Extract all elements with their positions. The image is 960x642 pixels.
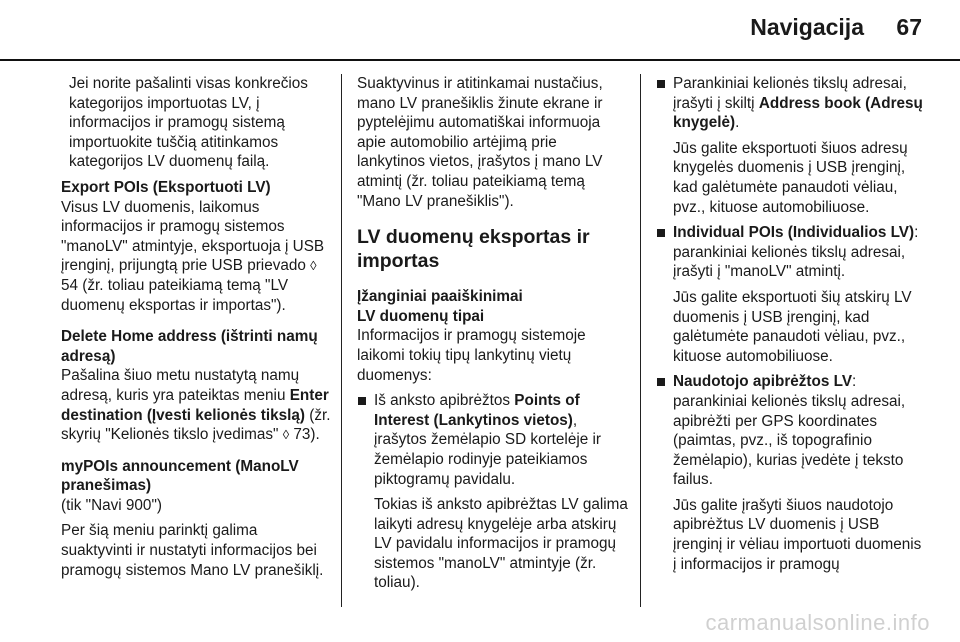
delete-home-text: Pašalina šiuo metu nustatytą namų adresą, kuris yra pateiktas meniu Enter destination (Įvesti kelionės tikslą) (žr. skyrių "Kelionės tikslo įvedimas" ◊ 73). <box>61 367 331 444</box>
list-item-note: Tokias iš anksto apibrėžtas LV galima laikyti adresų knygelėje arba atskirų LV pavidalu informacijos ir pramogų sistemos "manoLV" atmintyje (žr. toliau). <box>374 496 628 592</box>
poi-types-heading: LV duomenų tipai <box>357 307 485 325</box>
watermark: carmanualsonline.info <box>705 610 930 635</box>
section-title: Navigacija <box>750 14 864 40</box>
list-item-note: Jūs galite eksportuoti šiuos adresų knygelės duomenis į USB įrenginį, kad galėtumėte panaudoti vėliau, pvz., kituose automobiliuose. <box>673 139 908 216</box>
mypois-note: (tik "Navi 900") <box>61 496 162 514</box>
column-1 <box>61 74 333 586</box>
export-pois-heading: Export POIs (Eksportuoti LV) <box>61 178 271 196</box>
bullet-icon <box>657 229 665 237</box>
bullet-icon <box>657 80 665 88</box>
page-number: 67 <box>896 14 922 40</box>
list-item: Naudotojo apibrėžtos LV: parankiniai kelionės tikslų adresai, apibrėžti per GPS koordinates (paimtas, pvz., iš topografinio žemėlapio), kurias įvedėte į teksto failus. <box>656 372 926 490</box>
list-item-note: Jūs galite įrašyti šiuos naudotojo apibrėžtus LV duomenis į USB įrenginį ir vėliau importuoti duomenis į informacijos ir pramogų <box>673 496 922 573</box>
column-divider <box>640 74 641 607</box>
mypois-heading: myPOIs announcement (ManoLV pranešimas) <box>61 457 299 495</box>
subsection-heading: Įžanginiai paaiškinimai <box>357 288 523 306</box>
list-item: Individual POIs (Individualios LV): parankiniai kelionės tikslų adresai, įrašyti į "manoLV" atmintį. <box>656 223 926 282</box>
bullet-icon <box>657 378 665 386</box>
export-pois-text: Visus LV duomenis, laikomus informacijos ir pramogų sistemos "manoLV" atmintyje, eksportuoja į USB įrenginį, prijungtą prie USB prievado ◊ 54 (žr. toliau pateikiamą temą "LV duomenų eksportas ir importas"). <box>61 198 325 314</box>
page-reference-icon: ◊ <box>282 427 290 443</box>
poi-types-text: Informacijos ir pramogų sistemoje laikomi tokių tipų lankytinų vietų duomenys: <box>357 327 586 384</box>
intro-paragraph: Suaktyvinus ir atitinkamai nustačius, mano LV pranešiklis žinute ekrane ir pyptelėjimu automatiškai informuoja apie automobilio artėjimą prie lankytinos vietos, įrašytos į mano LV atmintį (žr. toliau pateikiamą temą "Mano LV pranešiklis"). <box>357 75 603 210</box>
page-reference-icon: ◊ <box>310 258 317 274</box>
list-item-note: Jūs galite eksportuoti šių atskirų LV duomenis į USB įrenginį, kad galėtumėte panaudoti vėliau, pvz., kituose automobiliuose. <box>673 288 912 365</box>
intro-paragraph: Jei norite pašalinti visas konkrečios kategorijos importuotas LV, į informacijos ir pramogų sistemą importuokite tuščią atitinkamos kategorijos LV duomenų failą. <box>69 75 308 171</box>
delete-home-heading: Delete Home address (ištrinti namų adresą) <box>61 328 318 365</box>
mypois-text: Per šią meniu parinktį galima suaktyvinti ir nustatyti informacijos bei pramogų sistemos Mano LV pranešiklį. <box>61 522 324 579</box>
column-3 <box>656 74 926 580</box>
column-divider <box>341 74 342 607</box>
list-item: Iš anksto apibrėžtos Points of Interest (Lankytinos vietos), įrašytos žemėlapio SD kortelėje ir žemėlapio rodinyje pateikiamos piktogramų pavidalu. <box>357 391 629 489</box>
list-item: Parankiniai kelionės tikslų adresai, įrašyti į skiltį Address book (Adresų knygelė). <box>656 74 926 133</box>
bullet-icon <box>358 397 366 405</box>
page-header <box>0 0 960 60</box>
header-rule <box>0 59 960 61</box>
column-2 <box>357 74 629 599</box>
section-heading: LV duomenų eksportas ir importas <box>357 226 590 273</box>
